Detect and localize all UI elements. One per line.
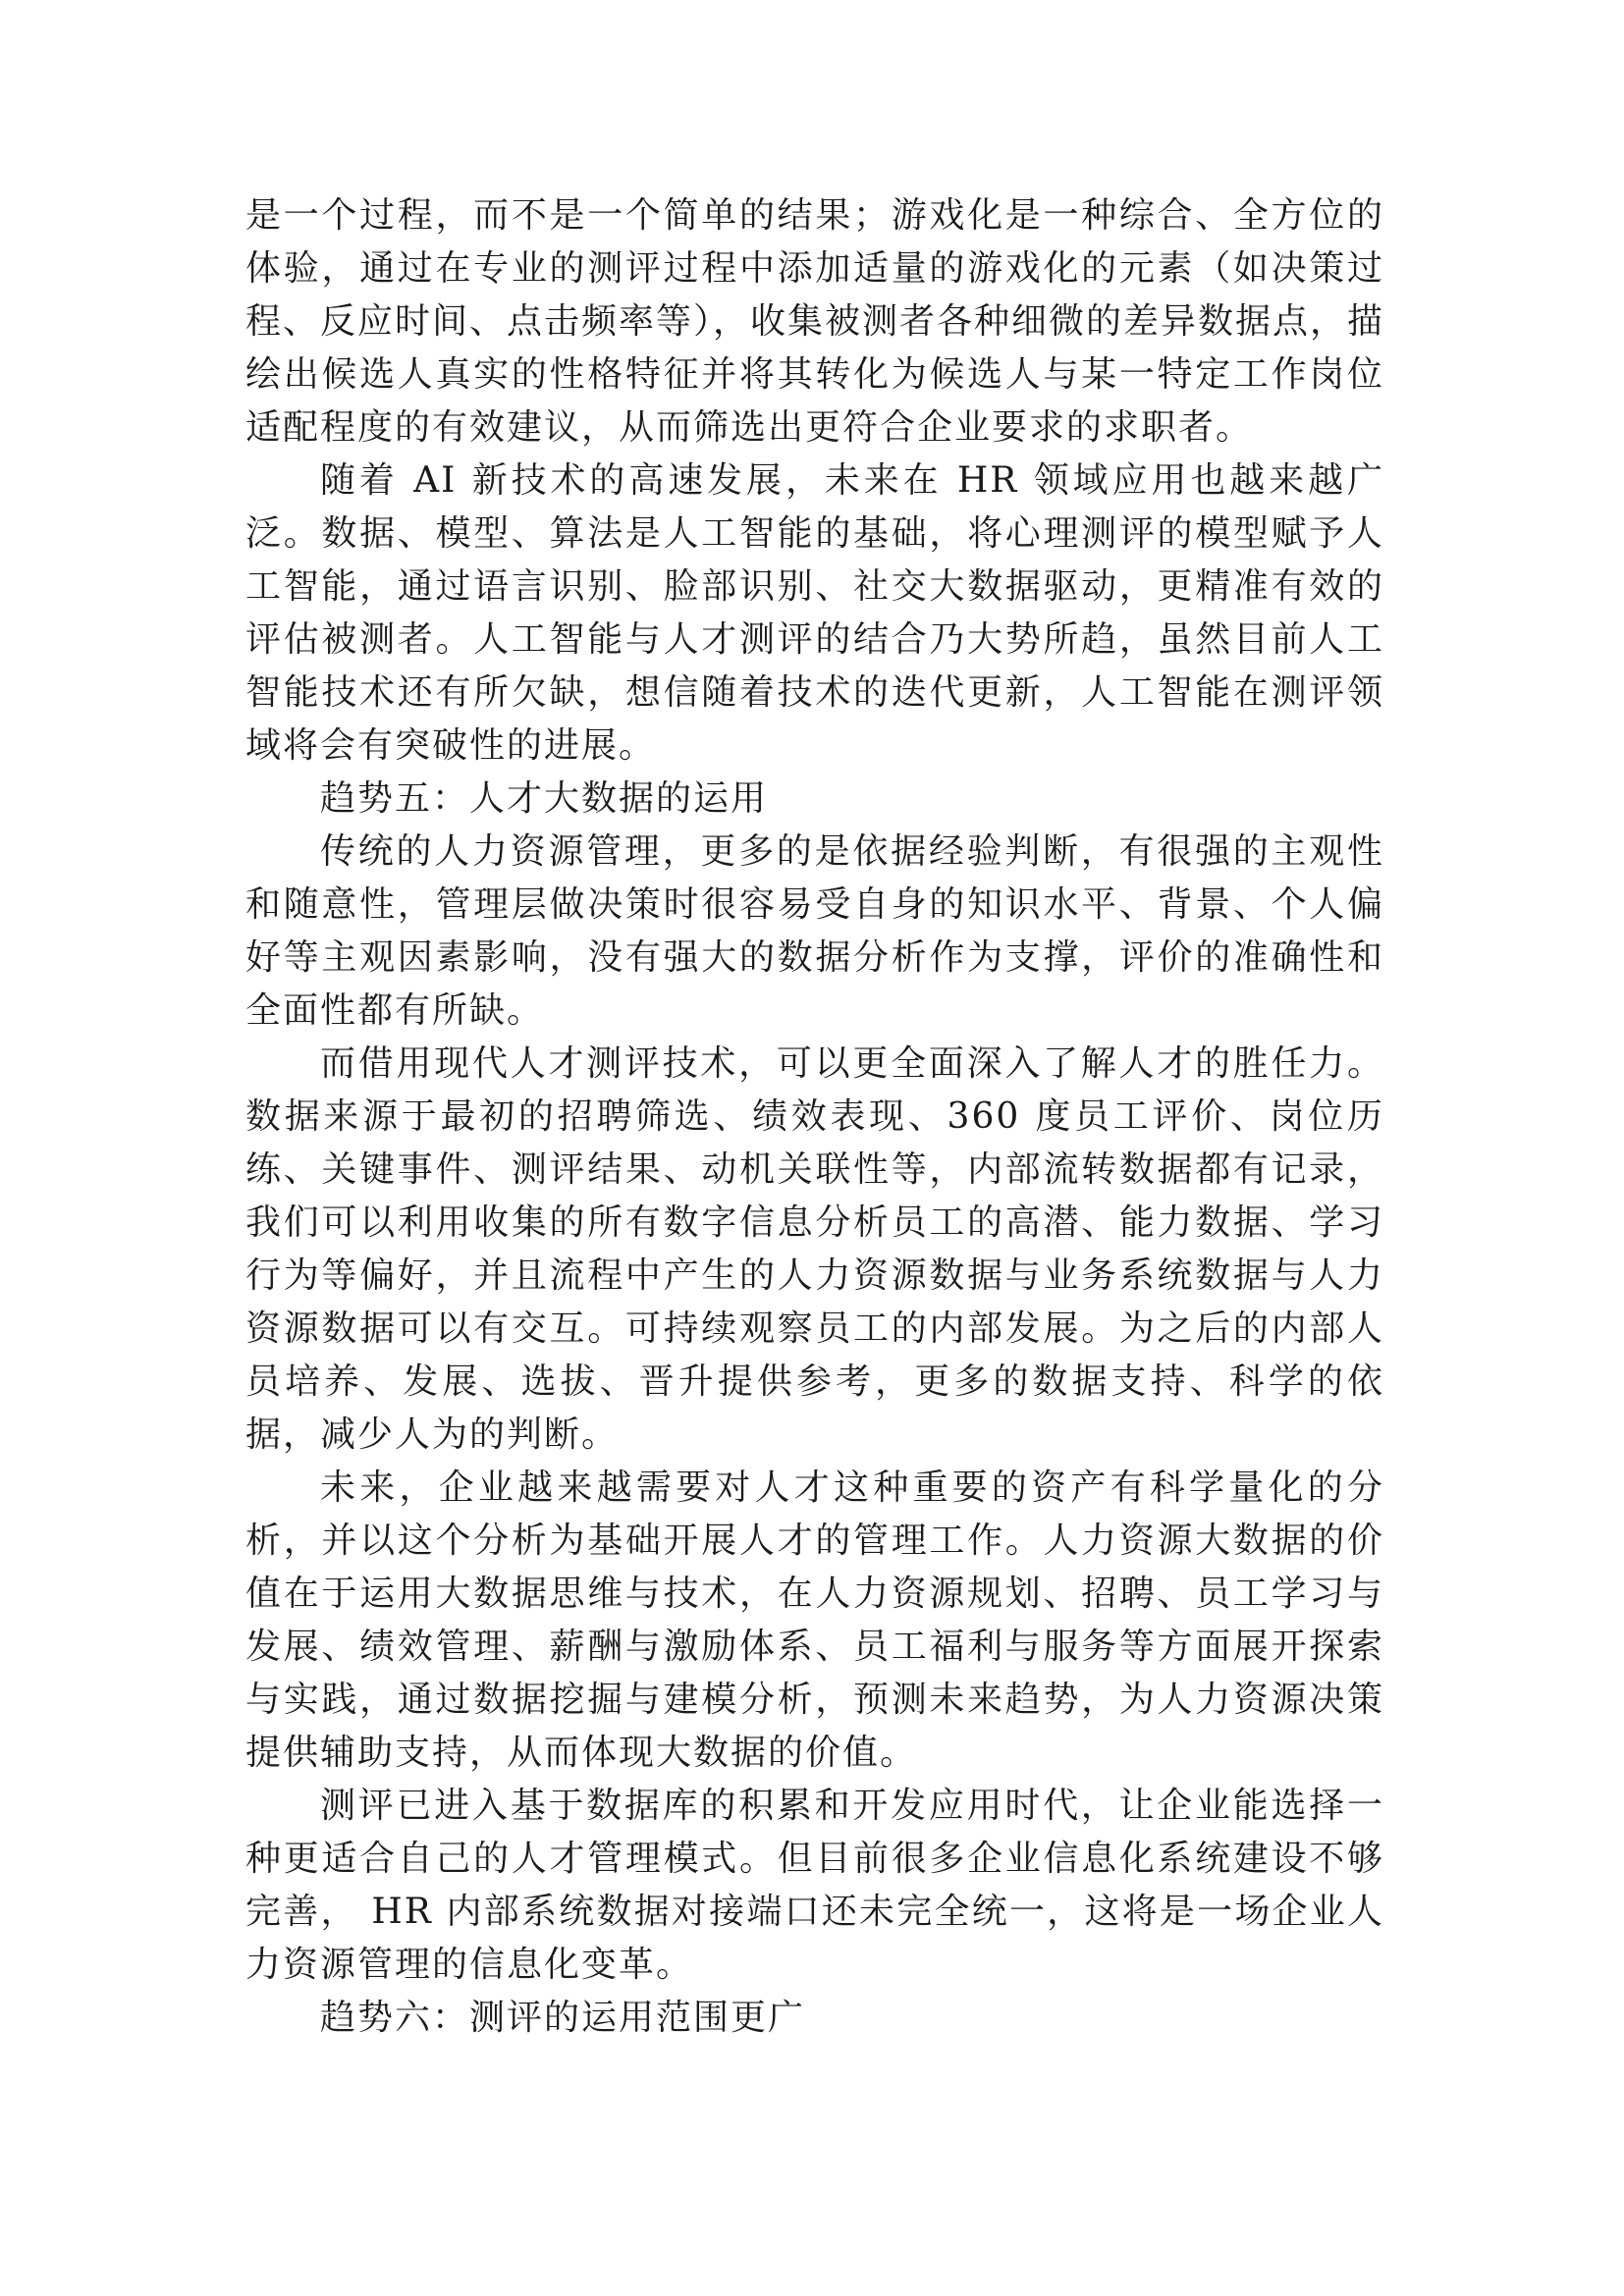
paragraph-traditional-hr: 传统的人力资源管理，更多的是依据经验判断，有很强的主观性和随意性，管理层做决策时很容易受自身的知识水平、背景、个人偏好等主观因素影响，没有强大的数据分析作为支撑，评价的准确性和全面性都有所缺。 xyxy=(245,831,1384,1031)
paragraph-continuation: 是一个过程，而不是一个简单的结果；游戏化是一种综合、全方位的体验，通过在专业的测评过程中添加适量的游戏化的元素（如决策过程、反应时间、点击频率等），收集被测者各种细微的差异数据点，描绘出候选人真实的性格特征并将其转化为候选人与某一特定工作岗位适配程度的有效建议，从而筛选出更符合企业要求的求职者。 xyxy=(245,195,1385,448)
section-heading-trend-six: 趋势六：测评的运用范围更广 xyxy=(320,1998,806,2038)
body-text xyxy=(245,189,1384,2045)
paragraph-modern-assessment: 而借用现代人才测评技术，可以更全面深入了解人才的胜任力。数据来源于最初的招聘筛选、绩效表现、360 度员工评价、岗位历练、关键事件、测评结果、动机关联性等，内部流转数据都有记录，我们可以利用收集的所有数字信息分析员工的高潜、能力数据、学习行为等偏好，并且流程中产生的人力资源数据与业务系统数据与人力资源数据可以有交互。可持续观察员工的内部发展。为之后的内部人员培养、发展、选拔、晋升提供参考，更多的数据支持、科学的依据，减少人为的判断。 xyxy=(245,1043,1384,1455)
section-heading-trend-five: 趋势五：人才大数据的运用 xyxy=(320,778,769,819)
paragraph-database-era: 测评已进入基于数据库的积累和开发应用时代，让企业能选择一种更适合自己的人才管理模式。但目前很多企业信息化系统建设不够完善， HR 内部系统数据对接端口还未完全统一，这将是一场企业人力资源管理的信息化变革。 xyxy=(245,1786,1384,1985)
paragraph-future-data: 未来，企业越来越需要对人才这种重要的资产有科学量化的分析，并以这个分析为基础开展人才的管理工作。人力资源大数据的价值在于运用大数据思维与技术，在人力资源规划、招聘、员工学习与发展、绩效管理、薪酬与激励体系、员工福利与服务等方面展开探索与实践，通过数据挖掘与建模分析，预测未来趋势，为人力资源决策提供辅助支持，从而体现大数据的价值。 xyxy=(245,1468,1384,1773)
paragraph-ai-technology: 随着 AI 新技术的高速发展，未来在 HR 领域应用也越来越广泛。数据、模型、算法是人工智能的基础，将心理测评的模型赋予人工智能，通过语言识别、脸部识别、社交大数据驱动，更精准有效的评估被测者。人工智能与人才测评的结合乃大势所趋，虽然目前人工智能技术还有所欠缺，想信随着技术的迭代更新，人工智能在测评领域将会有突破性的进展。 xyxy=(245,460,1384,766)
